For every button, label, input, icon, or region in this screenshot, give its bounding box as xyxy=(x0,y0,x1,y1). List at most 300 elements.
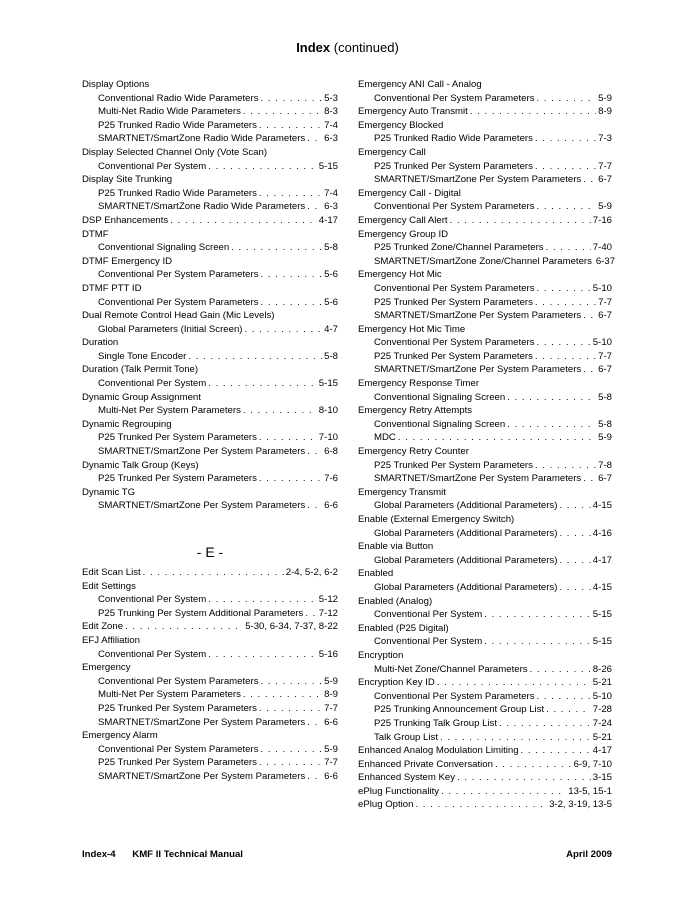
page-reference: 2-4, 5-2, 6-2 xyxy=(285,567,338,578)
index-entry xyxy=(358,445,612,486)
page-reference: 5-6 xyxy=(324,269,338,281)
subentry-label: Single Tone Encoder xyxy=(98,350,187,362)
leader-dots xyxy=(261,92,323,106)
leader-dots xyxy=(208,377,317,391)
leader-dots xyxy=(583,472,596,486)
leader-dots xyxy=(583,173,596,187)
index-entry xyxy=(82,620,338,634)
leader-dots xyxy=(259,431,317,445)
page-reference: 5-8 xyxy=(324,350,338,362)
page-reference: 6-7 xyxy=(598,310,612,322)
leader-dots xyxy=(305,607,316,621)
page-reference: 8-9 xyxy=(598,106,612,118)
subentry-label: Conventional Per System xyxy=(374,636,483,648)
index-subentry xyxy=(82,119,338,133)
index-subentry xyxy=(358,663,612,677)
index-entry-title xyxy=(358,146,612,160)
section-heading-e: - E - xyxy=(196,544,224,560)
leader-dots xyxy=(243,688,322,702)
index-entry-title xyxy=(358,404,612,418)
entry-label: ePlug Functionality xyxy=(358,785,440,797)
entry-label: Dynamic Regrouping xyxy=(82,418,172,430)
page-reference: 5-15 xyxy=(592,636,612,648)
entry-label: Emergency Retry Attempts xyxy=(358,405,473,417)
leader-dots xyxy=(559,499,590,513)
leader-dots xyxy=(495,758,572,772)
leader-dots xyxy=(170,214,317,228)
index-entry xyxy=(358,146,612,187)
page-reference: 7-7 xyxy=(324,757,338,769)
leader-dots xyxy=(259,702,322,716)
index-entry-title xyxy=(82,486,338,500)
page-reference: 6-7 xyxy=(598,364,612,376)
index-entry-title xyxy=(358,649,612,663)
page-reference: 5-8 xyxy=(598,391,612,403)
index-entry-title xyxy=(82,634,338,648)
index-subentry xyxy=(82,404,338,418)
subentry-label: Global Parameters (Additional Parameters) xyxy=(374,581,558,593)
index-subentry xyxy=(358,255,616,269)
entry-label: Dynamic Talk Group (Keys) xyxy=(82,459,199,471)
page-reference: 8-3 xyxy=(324,106,338,118)
index-entry-title xyxy=(82,214,338,228)
subentry-label: SMARTNET/SmartZone Per System Parameters xyxy=(98,770,306,782)
index-subentry xyxy=(358,200,612,214)
leader-dots xyxy=(440,731,591,745)
index-entry xyxy=(358,323,612,377)
index-entry-title xyxy=(358,758,612,772)
index-entry xyxy=(358,758,612,772)
leader-dots xyxy=(261,296,323,310)
index-entry xyxy=(82,255,338,282)
entry-label: Display Selected Channel Only (Vote Scan) xyxy=(82,146,268,158)
index-subentry xyxy=(358,391,612,405)
entry-label: DSP Enhancements xyxy=(82,214,169,226)
entry-label: Edit Scan List xyxy=(82,567,141,578)
index-entry-title xyxy=(358,513,612,527)
page-reference: 4-16 xyxy=(592,527,612,539)
index-subentry xyxy=(358,431,612,445)
index-column-right xyxy=(358,78,616,812)
index-subentry xyxy=(358,703,612,717)
page-reference: 7-7 xyxy=(598,160,612,172)
index-entry xyxy=(358,567,612,594)
page-reference: 7-3 xyxy=(598,133,612,145)
index-subentry xyxy=(358,336,612,350)
subentry-label: Talk Group List xyxy=(374,731,438,743)
page-reference: 5-9 xyxy=(598,432,612,444)
index-entry xyxy=(82,173,338,214)
leader-dots xyxy=(559,581,590,595)
entry-label: Enhanced System Key xyxy=(358,772,456,784)
subentry-label: Global Parameters (Additional Parameters) xyxy=(374,527,558,539)
index-entry xyxy=(82,729,338,783)
entry-label: DTMF xyxy=(82,228,109,240)
subentry-label: Multi-Net Per System Parameters xyxy=(98,689,241,701)
index-subentry xyxy=(82,770,338,784)
index-subentry xyxy=(358,581,612,595)
subentry-label: Conventional Signaling Screen xyxy=(374,418,506,430)
index-subentry xyxy=(82,702,338,716)
entry-label: Dynamic TG xyxy=(82,486,136,498)
entry-label: Encryption xyxy=(358,649,404,661)
leader-dots xyxy=(535,459,596,473)
page-reference: 5-21 xyxy=(592,677,612,689)
index-entry xyxy=(82,78,338,146)
index-subentry xyxy=(358,282,612,296)
index-subentry xyxy=(358,363,612,377)
index-subentry xyxy=(82,756,338,770)
index-subentry xyxy=(358,296,612,310)
index-entries-d xyxy=(82,78,338,513)
subentry-label: Conventional Per System Parameters xyxy=(374,201,535,213)
page-reference: 8-26 xyxy=(592,663,612,675)
entry-label: Enable via Button xyxy=(358,541,434,553)
index-entry xyxy=(358,105,612,119)
page-reference: 5-21 xyxy=(592,731,612,743)
subentry-label: Global Parameters (Additional Parameters) xyxy=(374,554,558,566)
entry-label: Emergency Blocked xyxy=(358,119,444,131)
leader-dots xyxy=(125,620,243,634)
index-entry xyxy=(358,622,612,649)
subentry-label: Conventional Per System xyxy=(98,378,207,390)
index-subentry xyxy=(358,731,612,745)
page-reference: 7-16 xyxy=(592,214,612,226)
index-entry xyxy=(358,228,616,269)
subentry-label: SMARTNET/SmartZone Radio Wide Parameters xyxy=(98,201,306,213)
subentry-label: Conventional Per System Parameters xyxy=(374,92,535,104)
entry-label: Duration xyxy=(82,337,119,349)
entry-label: Dynamic Group Assignment xyxy=(82,391,201,403)
page-reference: 7-40 xyxy=(592,242,612,254)
index-subentry xyxy=(358,350,612,364)
leader-dots xyxy=(537,282,591,296)
leader-dots xyxy=(259,472,322,486)
subentry-label: P25 Trunked Per System Parameters xyxy=(98,757,257,769)
subentry-label: SMARTNET/SmartZone Radio Wide Parameters xyxy=(98,133,306,145)
subentry-label: Multi-Net Zone/Channel Parameters xyxy=(374,663,528,675)
index-entry xyxy=(358,771,612,785)
entry-label: Enabled (P25 Digital) xyxy=(358,622,449,634)
index-entry-title xyxy=(358,785,612,799)
index-entry-title xyxy=(82,255,338,269)
page-reference: 6-6 xyxy=(324,770,338,782)
index-entry-title xyxy=(358,187,612,201)
subentry-label: Conventional Per System Parameters xyxy=(98,269,259,281)
subentry-label: P25 Trunked Per System Parameters xyxy=(374,296,533,308)
entry-label: Emergency Call Alert xyxy=(358,214,448,226)
entry-label: Emergency Hot Mic Time xyxy=(358,323,466,335)
leader-dots xyxy=(307,770,322,784)
entry-label: Dual Remote Control Head Gain (Mic Levels) xyxy=(82,310,275,322)
subentry-label: Global Parameters (Additional Parameters) xyxy=(374,500,558,512)
index-entry xyxy=(82,228,338,255)
index-entry xyxy=(82,309,338,336)
subentry-label: Conventional Signaling Screen xyxy=(98,242,230,254)
subentry-label: SMARTNET/SmartZone Per System Parameters xyxy=(374,310,582,322)
leader-dots xyxy=(243,105,322,119)
page-reference: 6-8 xyxy=(324,446,338,458)
index-subentry xyxy=(82,499,338,513)
subentry-label: Global Parameters (Initial Screen) xyxy=(98,323,243,335)
page-reference: 7-28 xyxy=(592,704,612,716)
index-subentry xyxy=(358,241,612,255)
subentry-label: Conventional Per System xyxy=(98,594,207,606)
index-subentry xyxy=(82,716,338,730)
subentry-label: Conventional Per System Parameters xyxy=(374,337,535,349)
subentry-label: Conventional Per System xyxy=(98,160,207,172)
leader-dots xyxy=(470,105,596,119)
page-reference: 4-17 xyxy=(592,745,612,757)
subentry-label: P25 Trunked Radio Wide Parameters xyxy=(98,119,257,131)
index-entry xyxy=(358,798,612,812)
index-entry-title xyxy=(358,676,612,690)
index-entry xyxy=(358,119,612,146)
index-entry-title xyxy=(82,363,338,377)
leader-dots xyxy=(507,418,596,432)
page-reference: 7-10 xyxy=(318,432,338,444)
index-entry-title xyxy=(358,595,612,609)
leader-dots xyxy=(143,566,284,580)
entry-label: Emergency Auto Transmit xyxy=(358,106,468,118)
page-reference: 7-7 xyxy=(598,296,612,308)
index-entry xyxy=(358,78,612,105)
page-reference: 6-7 xyxy=(598,174,612,186)
page-reference: 4-15 xyxy=(592,581,612,593)
index-subentry xyxy=(82,241,338,255)
page-reference: 4-17 xyxy=(592,554,612,566)
page-reference: 5-8 xyxy=(324,242,338,254)
index-subentry xyxy=(358,309,612,323)
index-entry-title xyxy=(82,729,338,743)
leader-dots xyxy=(261,268,323,282)
index-subentry xyxy=(82,648,338,662)
index-entry xyxy=(358,595,612,622)
index-entry-title xyxy=(82,336,338,350)
page-reference: 5-9 xyxy=(598,201,612,213)
subentry-label: P25 Trunking Announcement Group List xyxy=(374,704,545,716)
index-entry-title xyxy=(82,309,338,323)
index-entry xyxy=(82,634,338,661)
subentry-label: Conventional Per System xyxy=(98,648,207,660)
entry-label: Emergency Group ID xyxy=(358,228,449,240)
index-entry-title xyxy=(358,214,612,228)
index-subentry xyxy=(82,268,338,282)
subentry-label: Conventional Per System Parameters xyxy=(374,690,535,702)
page-reference: 7-12 xyxy=(318,607,338,619)
index-entry-title xyxy=(358,78,612,92)
subentry-label: P25 Trunked Per System Parameters xyxy=(98,473,257,485)
index-entry xyxy=(82,661,338,729)
page-reference: 7-8 xyxy=(598,459,612,471)
index-subentry xyxy=(82,607,338,621)
entry-label: Emergency xyxy=(82,662,131,674)
subentry-label: P25 Trunking Per System Additional Parameters xyxy=(98,607,304,619)
index-subentry xyxy=(358,160,612,174)
leader-dots xyxy=(208,648,317,662)
page-reference: 5-9 xyxy=(598,92,612,104)
index-entry-title xyxy=(358,486,612,500)
page-reference: 7-24 xyxy=(592,717,612,729)
index-subentry xyxy=(82,105,338,119)
leader-dots xyxy=(208,160,317,174)
leader-dots xyxy=(499,717,591,731)
leader-dots xyxy=(307,445,322,459)
entry-label: Emergency Alarm xyxy=(82,730,158,742)
index-entry-title xyxy=(82,173,338,187)
index-subentry xyxy=(82,132,338,146)
subentry-label: Conventional Signaling Screen xyxy=(374,391,506,403)
index-entry-title xyxy=(82,78,338,92)
index-entries-e xyxy=(82,566,338,784)
index-entry xyxy=(358,486,612,513)
page-reference: 5-10 xyxy=(592,690,612,702)
page-reference: 6-6 xyxy=(324,500,338,512)
index-subentry xyxy=(82,160,338,174)
page-reference: 7-7 xyxy=(598,350,612,362)
leader-dots xyxy=(441,785,566,799)
entry-label: Emergency Hot Mic xyxy=(358,269,442,281)
page-reference: 6-6 xyxy=(324,716,338,728)
index-entry-title xyxy=(82,566,338,580)
leader-dots xyxy=(450,214,591,228)
index-subentry xyxy=(82,743,338,757)
index-entry xyxy=(358,187,612,214)
page-reference: 6-7 xyxy=(598,473,612,485)
leader-dots xyxy=(535,350,596,364)
leader-dots xyxy=(245,323,323,337)
leader-dots xyxy=(457,771,591,785)
page-reference: 5-9 xyxy=(324,675,338,687)
leader-dots xyxy=(583,363,596,377)
entry-label: Emergency ANI Call - Analog xyxy=(358,79,482,90)
footer-page-id: Index-4 xyxy=(82,849,116,860)
subentry-label: Conventional Per System Parameters xyxy=(374,282,535,294)
index-subentry xyxy=(82,593,338,607)
subentry-label: SMARTNET/SmartZone Per System Parameters xyxy=(98,500,306,512)
subentry-label: Conventional Per System Parameters xyxy=(98,296,259,308)
leader-dots xyxy=(537,200,597,214)
page-reference: 5-6 xyxy=(324,296,338,308)
index-subentry xyxy=(82,445,338,459)
leader-dots xyxy=(535,160,596,174)
index-entries-e-continued xyxy=(358,78,616,812)
subentry-label: Conventional Per System Parameters xyxy=(98,743,259,755)
index-entry-title xyxy=(82,146,338,160)
index-entry-title xyxy=(82,459,338,473)
page-reference: 5-10 xyxy=(592,282,612,294)
page-reference: 5-15 xyxy=(318,160,338,172)
leader-dots xyxy=(530,663,591,677)
index-subentry xyxy=(82,688,338,702)
entry-label: EFJ Affiliation xyxy=(82,634,140,646)
index-subentry xyxy=(358,92,612,106)
index-entry-title xyxy=(358,567,612,581)
index-entry xyxy=(82,391,338,418)
leader-dots xyxy=(231,241,322,255)
subentry-label: Conventional Per System Parameters xyxy=(98,675,259,687)
subentry-label: P25 Trunked Per System Parameters xyxy=(374,160,533,172)
index-entry-title xyxy=(358,268,612,282)
entry-label: Enhanced Analog Modulation Limiting xyxy=(358,745,519,757)
leader-dots xyxy=(208,593,317,607)
leader-dots xyxy=(415,798,547,812)
index-entry xyxy=(358,676,612,744)
leader-dots xyxy=(259,187,322,201)
page-reference: 6-3 xyxy=(324,133,338,145)
index-entry-title xyxy=(358,798,612,812)
index-subentry xyxy=(82,472,338,486)
leader-dots xyxy=(546,703,591,717)
leader-dots xyxy=(307,716,322,730)
entry-label: Edit Zone xyxy=(82,621,124,633)
index-entry xyxy=(82,580,338,621)
index-entry xyxy=(358,214,612,228)
page-reference: 4-15 xyxy=(592,500,612,512)
header-continued: (continued) xyxy=(330,40,399,55)
entry-label: Enable (External Emergency Switch) xyxy=(358,514,515,525)
leader-dots xyxy=(307,132,322,146)
page-reference: 5-15 xyxy=(592,609,612,621)
page-reference: 5-12 xyxy=(318,594,338,606)
entry-label: Emergency Response Timer xyxy=(358,378,480,390)
leader-dots xyxy=(559,527,590,541)
leader-dots xyxy=(259,119,322,133)
index-entry xyxy=(358,377,612,404)
subentry-label: P25 Trunked Per System Parameters xyxy=(98,432,257,444)
index-subentry xyxy=(358,635,612,649)
page-reference: 13-5, 15-1 xyxy=(568,785,612,797)
page-reference: 3-15 xyxy=(592,772,612,784)
header-title: Index xyxy=(296,40,331,55)
leader-dots xyxy=(259,756,322,770)
entry-label: Emergency Call - Digital xyxy=(358,187,461,199)
leader-dots xyxy=(437,676,591,690)
page-reference: 7-7 xyxy=(324,702,338,714)
subentry-label: P25 Trunking Talk Group List xyxy=(374,717,498,729)
index-subentry xyxy=(358,554,612,568)
index-subentry xyxy=(358,527,612,541)
index-subentry xyxy=(82,377,338,391)
index-entry xyxy=(358,744,612,758)
leader-dots xyxy=(261,675,323,689)
page-reference: 7-4 xyxy=(324,187,338,199)
page-reference: 4-7 xyxy=(324,323,338,335)
page-header xyxy=(0,40,695,55)
index-subentry xyxy=(82,296,338,310)
subentry-label: P25 Trunked Radio Wide Parameters xyxy=(98,187,257,199)
index-entry xyxy=(82,418,338,459)
footer-manual-title: KMF II Technical Manual xyxy=(132,849,243,860)
entry-label: Display Site Trunking xyxy=(82,174,173,186)
page-footer xyxy=(82,849,612,860)
index-entry-title xyxy=(82,391,338,405)
index-subentry xyxy=(82,350,338,364)
leader-dots xyxy=(261,743,323,757)
subentry-label: P25 Trunked Radio Wide Parameters xyxy=(374,133,533,145)
index-entry xyxy=(358,649,612,676)
subentry-label: SMARTNET/SmartZone Per System Parameters xyxy=(374,473,582,485)
page-reference: 5-30, 6-34, 7-37, 8-22 xyxy=(245,621,338,633)
entry-label: ePlug Option xyxy=(358,799,414,811)
index-subentry xyxy=(358,690,612,704)
leader-dots xyxy=(537,336,591,350)
index-entry-title xyxy=(82,282,338,296)
entry-label: Enabled (Analog) xyxy=(358,595,433,607)
leader-dots xyxy=(537,92,597,106)
entry-label: Emergency Call xyxy=(358,146,426,158)
leader-dots xyxy=(484,635,591,649)
